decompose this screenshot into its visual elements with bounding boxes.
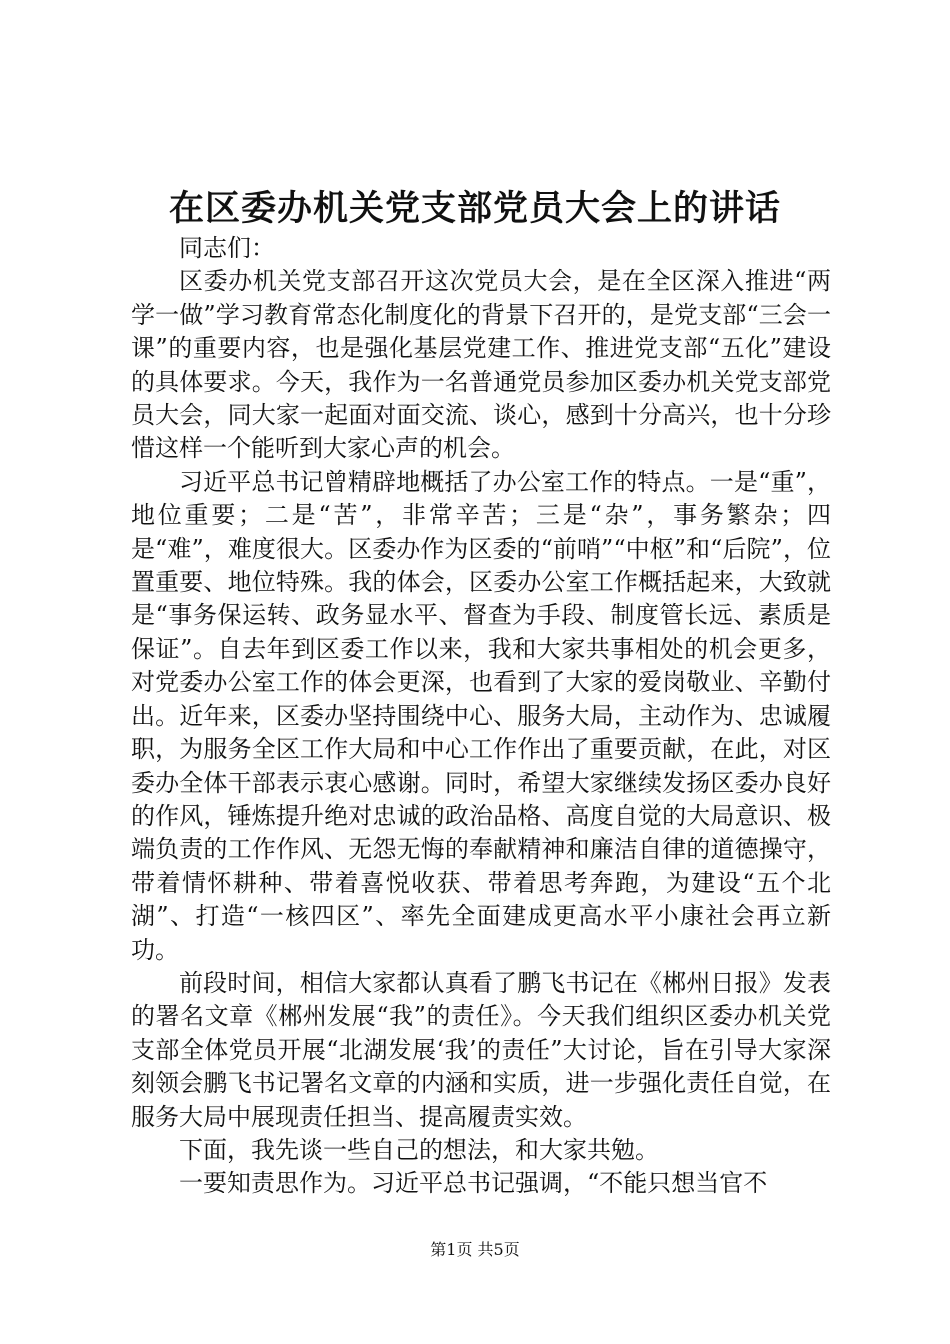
body-paragraph: 下面，我先谈一些自己的想法，和大家共勉。 [179, 1135, 659, 1164]
body-paragraph: 习近平总书记曾精辟地概括了办公室工作的特点。一是“重”，地位重要；二是“苦”，非常辛苦；三是“杂”，事务繁杂；四是“难”，难度很大。区委办作为区委的“前哨”“中枢”和“后院”，位置重要、地位特殊。我的体会，区委办公室工作概括起来，大致就是“事务保运转、政务显水平、督查为手段、制度管长远、素质是保证”。自去年到区委工作以来，我和大家共事相处的机会更多，对党委办公室工作的体会更深，也看到了大家的爱岗敬业、辛勤付出。近年来，区委办坚持围绕中心、服务大局，主动作为、忠诚履职，为服务全区工作大局和中心工作作出了重要贡献，在此，对区委办全体干部表示衷心感谢。同时，希望大家继续发扬区委办良好的作风，锤炼提升绝对忠诚的政治品格、高度自觉的大局意识、极端负责的工作作风、无怨无悔的奉献精神和廉洁自律的道德操守，带着情怀耕种、带着喜悦收获、带着思考奔跑，为建设“五个北湖”、打造“一核四区”、率先全面建成更高水平小康社会再立新功。 [131, 467, 831, 964]
body-paragraph: 区委办机关党支部召开这次党员大会，是在全区深入推进“两学一做”学习教育常态化制度化的背景下召开的，是党支部“三会一课”的重要内容，也是强化基层党建工作、推进党支部“五化”建设的具体要求。今天，我作为一名普通党员参加区委办机关党支部党员大会，同大家一起面对面交流、谈心，感到十分高兴，也十分珍惜这样一个能听到大家心声的机会。 [131, 267, 831, 463]
salutation-paragraph: 同志们： [179, 234, 275, 262]
body-paragraph: 一要知责思作为。习近平总书记强调，“不能只想当官不 [179, 1169, 768, 1198]
page-number: 第1页 共5页 [430, 1240, 520, 1259]
page-footer [0, 1240, 950, 1260]
document-body [131, 232, 831, 1201]
document-title: 在区委办机关党支部党员大会上的讲话 [168, 188, 781, 229]
body-paragraph: 前段时间，相信大家都认真看了鹏飞书记在《郴州日报》发表的署名文章《郴州发展“我”的责任》。今天我们组织区委办机关党支部全体党员开展“北湖发展‘我’的责任”大讨论，旨在引导大家深刻领会鹏飞书记署名文章的内涵和实质，进一步强化责任自觉，在服务大局中展现责任担当、提高履责实效。 [131, 968, 831, 1131]
